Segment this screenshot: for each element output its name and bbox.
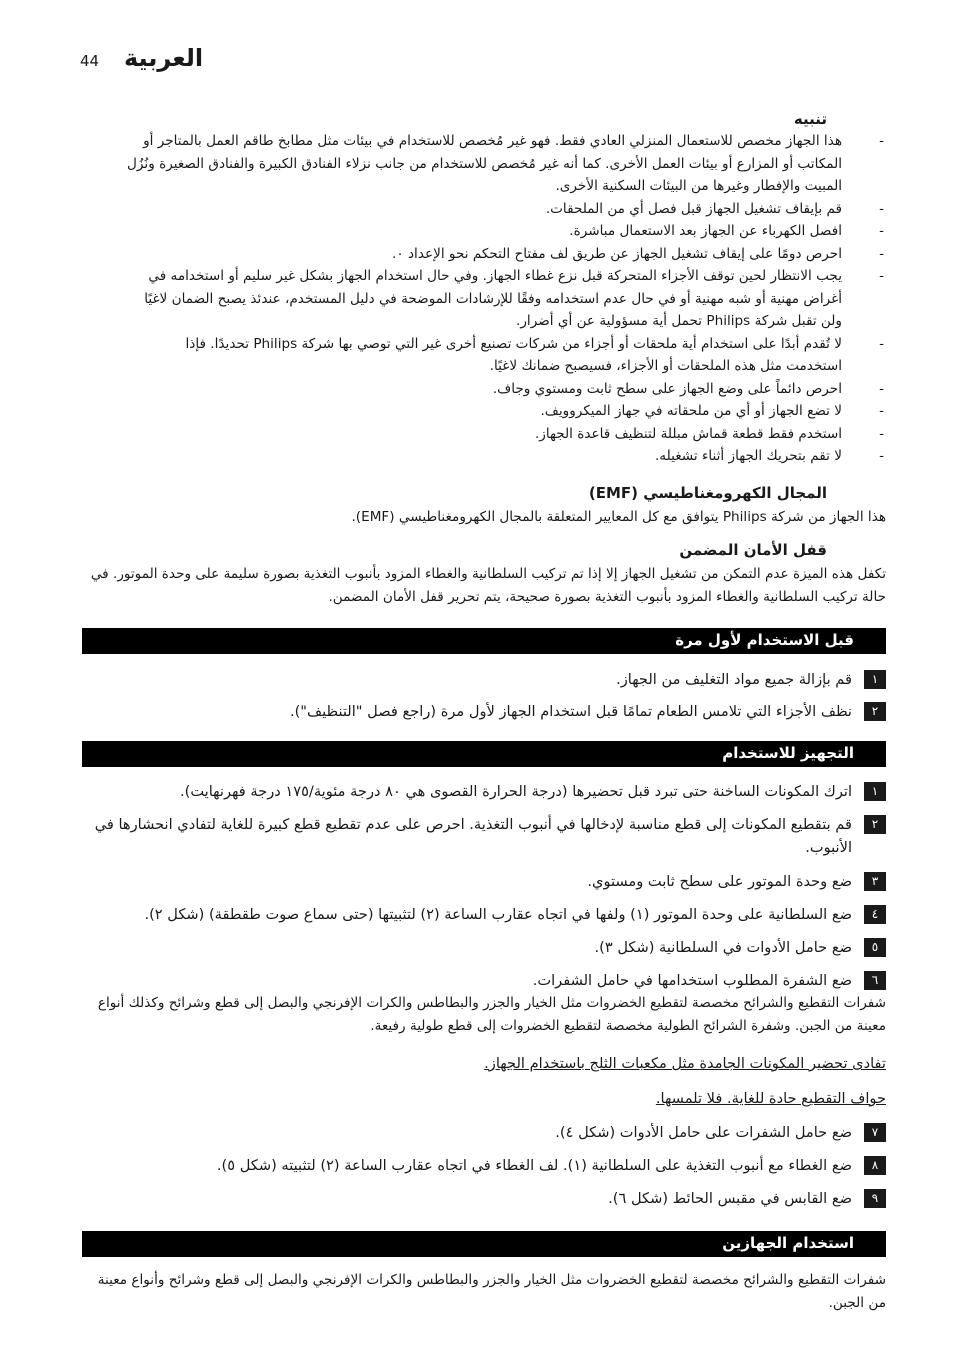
page-number: 44 <box>80 52 100 70</box>
section-bar-preparing <box>82 741 886 767</box>
step-row <box>82 780 886 803</box>
step-text: ضع وحدة الموتور على سطح ثابت ومستوي. <box>587 873 852 890</box>
safety-lock-title: قفل الأمان المضمن <box>679 541 827 559</box>
step-row <box>82 969 886 992</box>
notice-text: تفادى تحضير المكونات الجامدة مثل مكعبات الثلج باستخدام الجهاز. <box>484 1055 886 1072</box>
step-row <box>82 1187 886 1210</box>
caution-title: تنبيه <box>793 110 827 128</box>
step-text: ضع حامل الأدوات في السلطانية (شكل ٣). <box>594 939 852 956</box>
safety-lock-text: تكفل هذه الميزة عدم التمكن من تشغيل الجهاز إلا إذا تم تركيب السلطانية والغطاء المزود بأنبوب التغذية بصورة سليمة على وحدة الموتور. في حالة تركيب السلطانية والغطاء المزود بأنبوب التغذية بصورة صحيحة، يتم تحرير قفل الأمان المضمن. <box>90 566 886 605</box>
list-item: - استخدم فقط قطعة قماش مبللة لتنظيف قاعدة الجهاز. <box>127 423 886 446</box>
step-text: نظف الأجزاء التي تلامس الطعام تمامًا قبل استخدام الجهاز لأول مرة (راجع فصل "التنظيف"). <box>289 703 852 720</box>
section-title: استخدام الجهازين <box>722 1234 854 1252</box>
step-row <box>82 700 886 723</box>
step-row <box>82 813 886 859</box>
step-text: ضع القابس في مقبس الحائط (شكل ٦). <box>608 1190 852 1207</box>
list-item: - قم بإيقاف تشغيل الجهاز قبل فصل أي من الملحقات. <box>127 198 886 221</box>
caution-list <box>127 130 886 468</box>
step-number: ٧ <box>864 1123 886 1142</box>
list-item: - لا تضع الجهاز أو أي من ملحقاته في جهاز الميكروويف. <box>127 400 886 423</box>
step-number: ٩ <box>864 1189 886 1208</box>
section-bar-first-use <box>82 628 886 654</box>
section-title: قبل الاستخدام لأول مرة <box>675 631 854 649</box>
using-text: شفرات التقطيع والشرائح مخصصة لتقطيع الخضروات مثل الخيار والجزر والبطاطس والكرات الإفرنجي والبصل إلى قطع وشرائح وأنواع معينة من الجبن. <box>97 1272 886 1311</box>
step-number: ١ <box>864 670 886 689</box>
step-number: ٣ <box>864 872 886 891</box>
section-title: التجهيز للاستخدام <box>722 744 854 762</box>
blade-note: شفرات التقطيع والشرائح مخصصة لتقطيع الخضروات مثل الخيار والجزر والبطاطس والكرات الإفرنجي والبصل إلى قطع وشرائح وكذلك أنواع معينة من الجبن. وشفرة الشرائح الطولية مخصصة لتقطيع الخضروات إلى قطع طولية رفيعة. <box>97 995 886 1034</box>
list-item: - لا تُقدم أبدًا على استخدام أية ملحقات أو أجزاء من شركات تصنيع أخرى غير التي توصي بها شركة Philips تحديدًا. فإذا استخدمت مثل هذه الملحقات أو الأجزاء، فسيصبح ضمانك لاغيًا. <box>127 333 886 378</box>
step-text: ضع حامل الشفرات على حامل الأدوات (شكل ٤). <box>555 1124 852 1141</box>
step-number: ٢ <box>864 702 886 721</box>
step-row <box>82 870 886 893</box>
list-item: - هذا الجهاز مخصص للاستعمال المنزلي العادي فقط. فهو غير مُخصص للاستخدام في بيئات مثل مطابخ طاقم العمل بالمتاجر أو المكاتب أو المزارع أو بيئات العمل الأخرى. كما أنه غير مُخصص للاستخدام من جانب نزلاء الفنادق الكبيرة والفنادق الصغيرة ونُزُل المبيت والإفطار وغيرها من البيئات السكنية الأخرى. <box>127 130 886 198</box>
step-row <box>82 1121 886 1144</box>
list-item: - احرص دائماً على وضع الجهاز على سطح ثابت ومستوي وجاف. <box>127 378 886 401</box>
step-number: ٢ <box>864 815 886 834</box>
step-text: ضع الشفرة المطلوب استخدامها في حامل الشفرات. <box>532 972 852 989</box>
step-row <box>82 1154 886 1177</box>
emf-title: المجال الكهرومغناطيسي (EMF) <box>588 484 827 502</box>
warning-sharp <box>82 1087 886 1110</box>
emf-text: هذا الجهاز من شركة Philips يتوافق مع كل المعايير المتعلقة بالمجال الكهرومغناطيسي (EMF). <box>351 509 886 525</box>
list-item: - افصل الكهرباء عن الجهاز بعد الاستعمال مباشرة. <box>127 220 886 243</box>
notice-frozen <box>82 1052 886 1075</box>
warning-text: حواف التقطيع حادة للغاية. فلا تلمسها. <box>655 1090 886 1107</box>
step-number: ٤ <box>864 905 886 924</box>
step-text: اترك المكونات الساخنة حتى تبرد قبل تحضيرها (درجة الحرارة القصوى هي ٨٠ درجة مئوية/١٧٥ درجة فهرنهايت). <box>180 783 852 800</box>
step-text: قم بإزالة جميع مواد التغليف من الجهاز. <box>616 671 852 688</box>
list-item: - لا تقم بتحريك الجهاز أثناء تشغيله. <box>127 445 886 468</box>
step-number: ٦ <box>864 971 886 990</box>
list-item: - يجب الانتظار لحين توقف الأجزاء المتحركة قبل نزع غطاء الجهاز. وفي حال استخدام الجهاز بشكل غير سليم أو استخدامه في أغراض مهنية أو شبه مهنية أو في حال عدم استخدامه وفقًا للإرشادات الموضحة في دليل المستخدم، عندئذ يصبح الضمان لاغيًا ولن تقبل شركة Philips تحمل أية مسؤولية عن أي أضرار. <box>127 265 886 333</box>
step-text: قم بتقطيع المكونات إلى قطع مناسبة لإدخالها في أنبوب التغذية. احرص على عدم تقطيع قطع كبيرة للغاية لتفادي انحشارها في الأنبوب. <box>94 816 852 856</box>
step-row <box>82 668 886 691</box>
step-number: ١ <box>864 782 886 801</box>
step-row <box>82 936 886 959</box>
step-number: ٥ <box>864 938 886 957</box>
list-item: - احرص دومًا على إيقاف تشغيل الجهاز عن طريق لف مفتاح التحكم نحو الإعداد ٠. <box>127 243 886 266</box>
step-row <box>82 903 886 926</box>
step-text: ضع الغطاء مع أنبوب التغذية على السلطانية (١). لف الغطاء في اتجاه عقارب الساعة (٢) لتثبيته (شكل ٥). <box>216 1157 852 1174</box>
step-number: ٨ <box>864 1156 886 1175</box>
step-text: ضع السلطانية على وحدة الموتور (١) ولفها في اتجاه عقارب الساعة (٢) لتثبيتها (حتى سماع صوت طقطقة) (شكل ٢). <box>144 906 852 923</box>
page-language-title: العربية <box>124 44 204 72</box>
section-bar-using <box>82 1231 886 1257</box>
